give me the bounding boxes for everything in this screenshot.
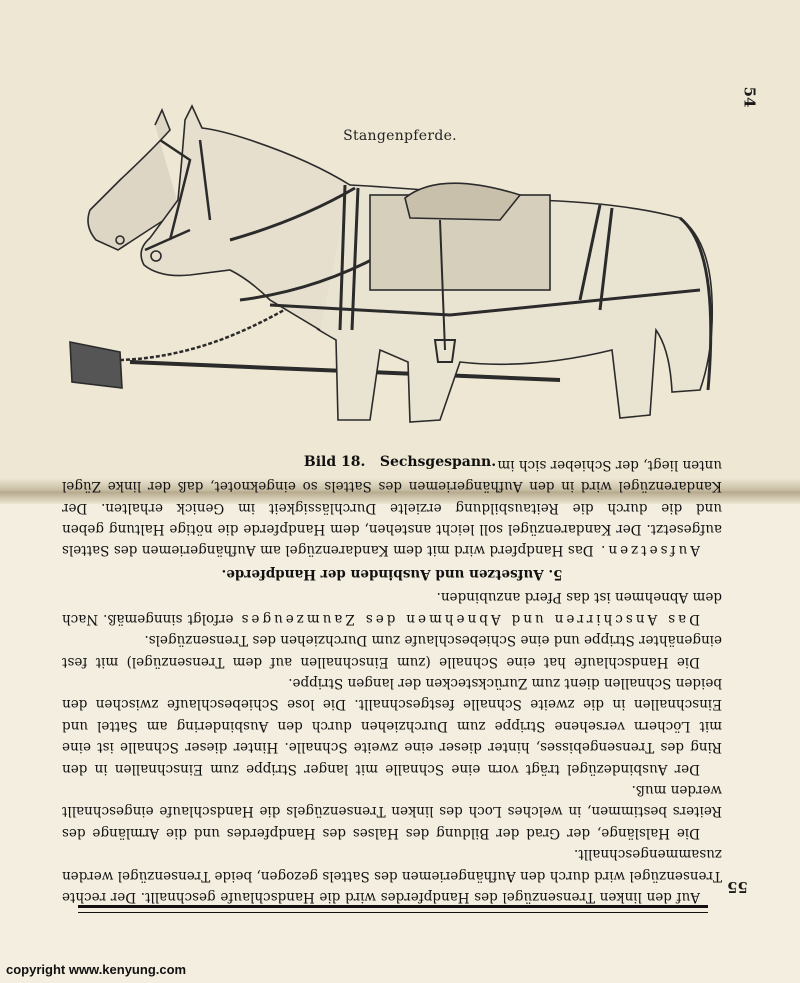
horse-illustration [60,100,730,440]
figure-title: Sechsgespann. [379,454,497,470]
section-heading: 5. Aufsetzen und Ausbinden der Handpferde. [221,565,563,582]
paragraph-halslaenge: Die Halslänge, der Grad der Bildung des Halses des Handpferdes und die Armlänge des Reiters bestimmen, in welches Loch des linken Trensenzügels die Handschlaufe eingeschnallt werden muß. [62,781,722,841]
aufsetzen-rest: Das Handpferd wird mit dem Kandarenzügel am Aufhängeriemen des Sattels aufgesetzt. Der Kandarenzügel soll leicht anstehen, dem Handpferde die nötige Haltung geben und die durch die Reitausbildung erzielte Durchlässigkeit im Genick erhalten. Der Kandarenzügel wird in den Aufhängeriemen des Sattels so eingeknotet, daß der linke Zügel unten liegt, der Schieber sich im [62,456,722,559]
paragraph-anschirren [62,586,722,629]
figure-label: Bild 18. [303,454,366,470]
paragraph-schnalle: Die Handschlaufe hat eine Schnalle (zum Einschnallen auf dem Trensenzügel) mit fest eingenähter Strippe und eine Schiebeschlaufe zum Durchziehen des Trensenzügels. [62,632,722,670]
paragraph-handschlaufe: Auf den linken Trensenzügel des Handpferdes wird die Handschlaufe geschnallt. Der rechte Trensenzügel wird durch den Aufhängeriemen des Sattels gezogen, beide Trensenzügel werden zusammengeschnallt. [62,846,722,905]
page-number-upper: 54 [740,86,759,108]
paragraph-aufsetzen [62,453,722,560]
footer-rule [78,905,708,913]
anschirren-lead: Das Anschirren und Abnehmen des Zaumzeuges [238,610,700,627]
page-number-lower: 55 [727,878,748,896]
anschirren-rest: erfolgt sinngemäß. Nach dem Abnehmen ist das Pferd anzubinden. [62,589,722,627]
copyright-notice: copyright www.kenyung.com [6,962,187,977]
aufsetzen-lead: Aufsetzen. [598,542,700,559]
plate-title: Stangenpferde. [343,128,457,144]
paragraph-ausbindezuegel: Der Ausbindezügel trägt vorn eine Schnalle mit langer Strippe zum Einschnallen in den Ring des Trensengebisses, hinter dieser eine zweite Schnalle. Hinter dieser Schnalle ist eine mit Löchern versehene Strippe zum Durchziehen durch den Ausbindering am Sattel und Einschnallen in die zweite Schnalle festgeschnallt. Die lose Schiebeschlaufe zwischen den beiden Schnallen dient zum Zurückstecken der langen Strippe. [62,674,722,777]
